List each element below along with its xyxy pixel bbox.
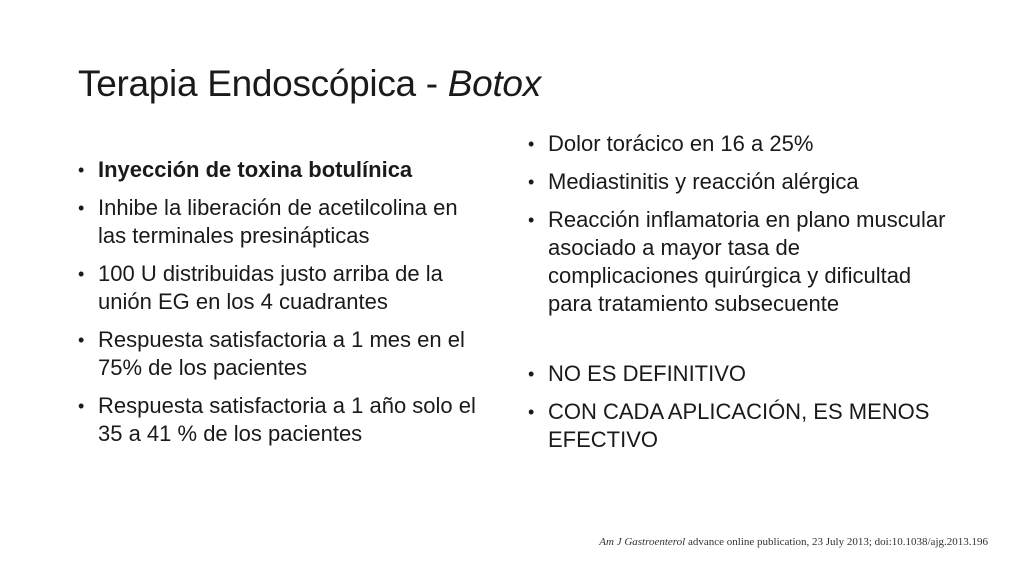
list-item (76, 260, 486, 316)
bullet-text: Inhibe la liberación de acetilcolina en las terminales presinápticas (98, 195, 458, 248)
slide-title (78, 62, 541, 106)
bullet-text: Dolor torácico en 16 a 25% (548, 131, 814, 156)
slide-title-italic: Botox (447, 63, 541, 104)
list-item (526, 168, 946, 196)
slide-title-main: Terapia Endoscópica - (78, 63, 448, 104)
list-item (76, 194, 486, 250)
list-item (526, 130, 946, 158)
list-item (526, 206, 946, 318)
bullet-text: Respuesta satisfactoria a 1 año solo el 35 a 41 % de los pacientes (98, 393, 476, 446)
list-item (526, 360, 946, 388)
citation (599, 536, 988, 548)
bullet-text: CON CADA APLICACIÓN, ES MENOS EFECTIVO (548, 399, 930, 452)
list-item (76, 156, 486, 184)
bullet-text: Respuesta satisfactoria a 1 mes en el 75% de los pacientes (98, 327, 465, 380)
bullet-icon: • (528, 364, 535, 384)
citation-details: advance online publication, 23 July 2013; doi:10.1038/ajg.2013.196 (685, 536, 988, 548)
list-spacer (526, 328, 946, 360)
bullet-icon: • (78, 264, 85, 284)
list-item (76, 392, 486, 448)
left-bullet-list (76, 156, 486, 458)
bullet-icon: • (78, 396, 85, 416)
bullet-icon: • (528, 134, 535, 154)
bullet-icon: • (78, 160, 85, 180)
bullet-icon: • (78, 330, 85, 350)
bullet-icon: • (528, 172, 535, 192)
bullet-text: Mediastinitis y reacción alérgica (548, 169, 859, 194)
bullet-icon: • (528, 210, 535, 230)
list-item (526, 398, 946, 454)
bullet-icon: • (528, 402, 535, 422)
list-item (76, 326, 486, 382)
bullet-text: Reacción inflamatoria en plano muscular asociado a mayor tasa de complicaciones quirúrgica y dificultad para tratamiento subsecuente (548, 207, 946, 316)
bullet-text: NO ES DEFINITIVO (548, 361, 747, 386)
citation-journal: Am J Gastroenterol (599, 536, 686, 548)
bullet-text: 100 U distribuidas justo arriba de la unión EG en los 4 cuadrantes (98, 261, 443, 314)
right-bullet-list (526, 130, 946, 464)
bullet-text: Inyección de toxina botulínica (98, 157, 413, 182)
bullet-icon: • (78, 198, 85, 218)
